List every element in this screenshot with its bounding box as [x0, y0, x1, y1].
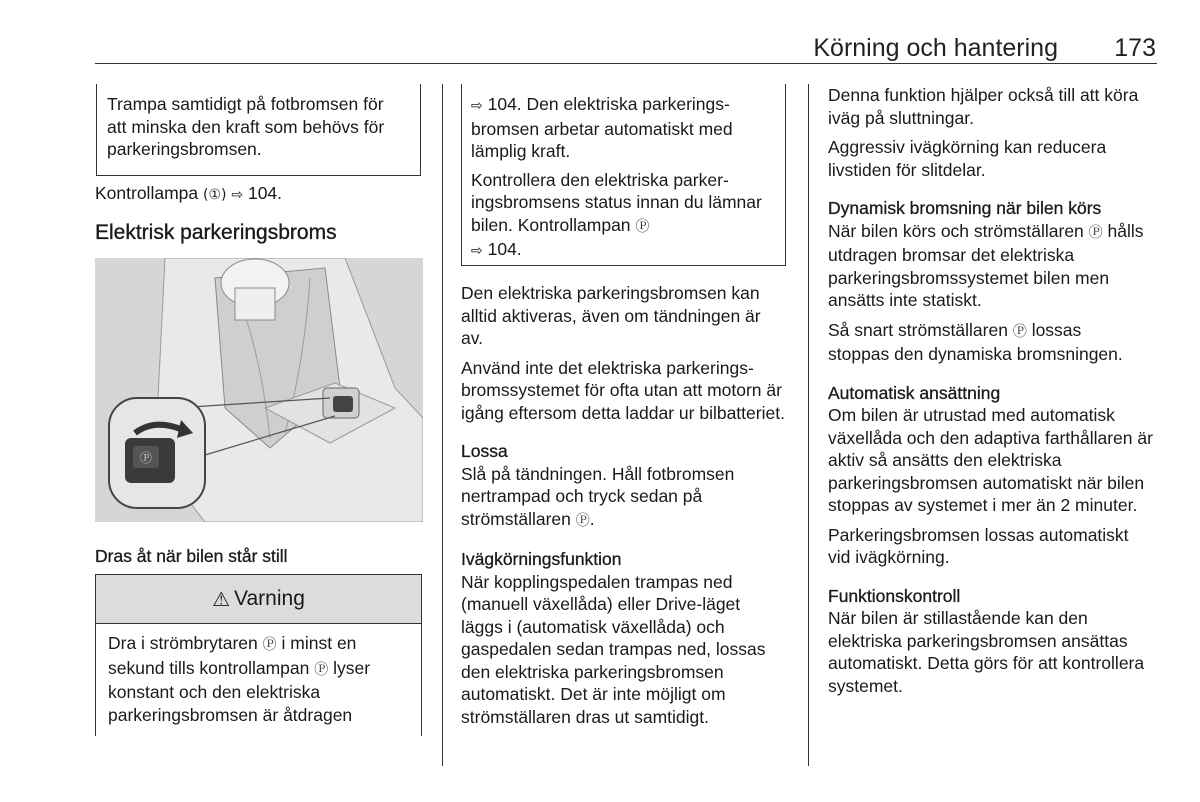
ref-arrow-icon: ⇨: [231, 187, 244, 203]
warning-title: Varning: [234, 587, 305, 610]
parking-brake-illustration: [95, 258, 423, 522]
warning-icon: ⚠: [212, 587, 231, 611]
p-switch-icon: Ⓟ: [575, 512, 590, 529]
p-switch-icon: Ⓟ: [262, 637, 277, 653]
p-lamp-icon: Ⓟ: [635, 218, 650, 235]
lamp-icon: (①): [203, 187, 227, 203]
warning-body: Dra i strömbrytaren Ⓟ i minst en sekund tills kontrollampan Ⓟ lyser konstant och den elektriska parkeringsbromsen är åtdragen: [108, 633, 371, 725]
page-header-title: Körning och hantering: [813, 34, 1058, 62]
note-box-text: Trampa samtidigt på fotbromsen för att minska den kraft som behövs för parkeringsbromsen.: [107, 94, 385, 159]
auto-heading: Automatisk ansättning: [828, 382, 1001, 403]
lossa-heading: Lossa: [461, 441, 508, 461]
note-box-mid-text: ⇨ 104. Den elektriska parkeringsbromsen arbetar automatiskt med lämplig kraft. Kontrollera den elektriska parkeringsbromsens status innan du lämnar bilen. Kontrollampan Ⓟ ⇨ 104.: [471, 94, 762, 259]
page-number: 173: [1114, 34, 1156, 62]
ref-arrow-icon: ⇨: [471, 98, 483, 114]
column-3-body: Denna funktion hjälper också till att köra iväg på sluttningar. Aggressiv ivägkörning kan reducera livstiden för slitdelar. Dynamisk bromsning när bilen körs När bilen körs och strömställaren Ⓟ hålls utdragen bromsar det elektriska parkeringsbromssystemet bilen men ansätts inte statiskt. Så snart strömställaren Ⓟ lossas stoppas den dynamiska bromsningen. Automatisk ansättning Om bilen är utrustad med automatisk växellåda och den adaptiva farthållaren är aktiv så ansätts den elektriska parkeringsbromsen automatiskt när bilen stoppas av systemet i mer än 2 minuter. Parkeringsbromsen lossas automatiskt vid ivägkörning. Funktionskontroll När bilen är stillastående kan den elektriska parkeringsbromsen ansättas automatiskt. Detta görs för att kontrollera systemet.: [828, 84, 1158, 697]
dyn-heading: Dynamisk bromsning när bilen körs: [828, 198, 1102, 218]
p-switch-icon: Ⓟ: [1012, 323, 1027, 340]
ivag-heading: Ivägkörningsfunktion: [461, 549, 622, 569]
svg-text:Ⓟ: Ⓟ: [139, 451, 153, 465]
warning-header: [96, 575, 421, 624]
kontroll-line: Kontrollampa (①) ⇨ 104.: [95, 183, 283, 203]
column-2-body: Den elektriska parkeringsbromsen kan alltid aktiveras, även om tändningen är av. Använd inte det elektriska parkeringsbromssystemet för ofta utan att motorn är igång eftersom detta laddar ur bilbatteriet. Lossa Slå på tändningen. Håll fotbromsen nertrampad och tryck sedan på strömställaren Ⓟ. Ivägkörningsfunktion När kopplingspedalen trampas ned (manuell växellåda) eller Drive-läget läggs i (automatisk växellåda) och gaspedalen sedan trampas ned, lossas den elektriska parkeringsbromsen automatiskt. Det är inte möjligt om strömställaren dras ut samtidigt.: [461, 282, 791, 728]
ref-arrow-icon: ⇨: [471, 243, 483, 259]
column-rule-1: [442, 84, 443, 766]
p-lamp-icon: Ⓟ: [314, 661, 329, 678]
section-heading: Elektrisk parkeringsbroms: [95, 221, 337, 244]
column-rule-2: [808, 84, 809, 766]
warning-box: [95, 574, 422, 736]
func-heading: Funktionskontroll: [828, 585, 961, 606]
console-drawing: [95, 258, 423, 522]
header-rule: [95, 63, 1157, 64]
subheading-pull: Dras åt när bilen står still: [95, 546, 288, 566]
p-switch-icon: Ⓟ: [1088, 224, 1103, 241]
